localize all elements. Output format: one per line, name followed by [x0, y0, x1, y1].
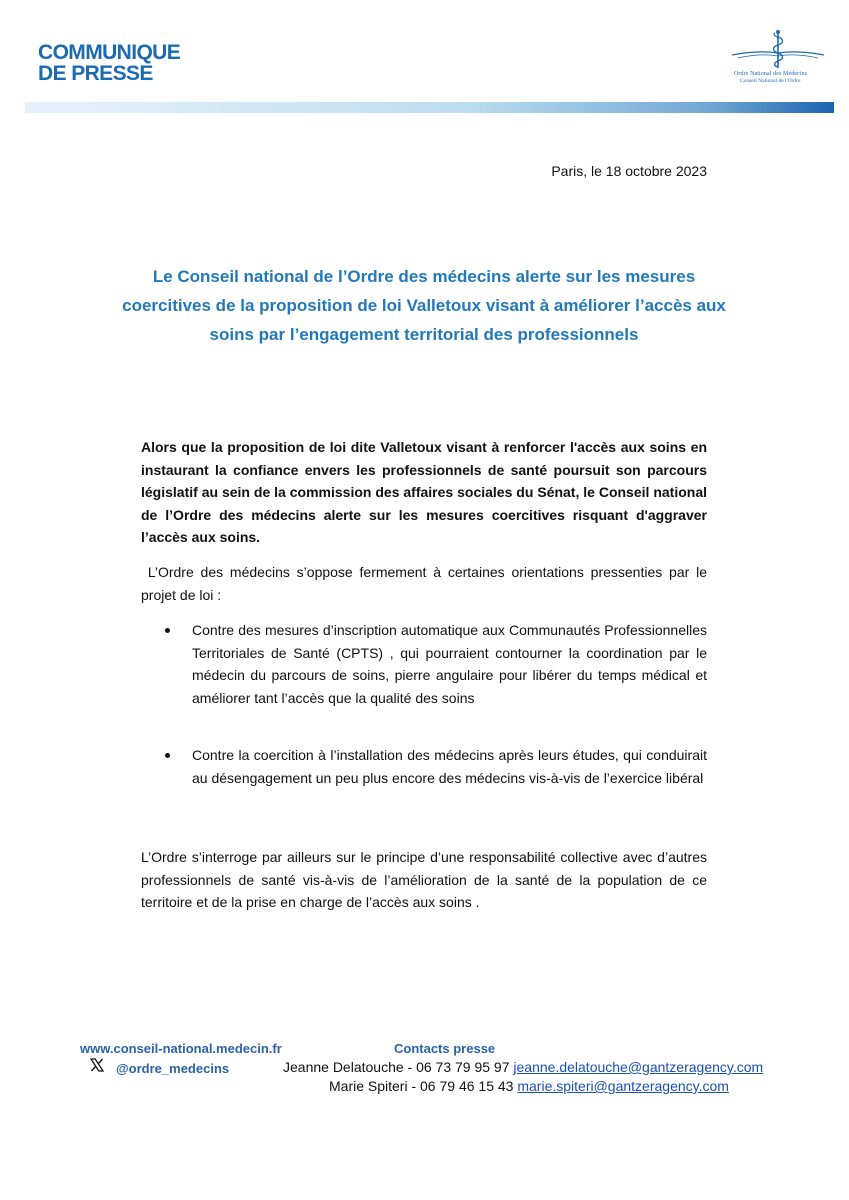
release-title: Le Conseil national de l’Ordre des médecins alerte sur les mesures coercitives de la proposition de loi Valletoux visant à améliorer l’accès aux soins par l’engagement territorial des professionnels	[122, 267, 726, 344]
header-gradient-band	[25, 102, 834, 113]
bullet-item	[141, 744, 707, 789]
bullet-item	[141, 619, 707, 709]
bullet-text: Contre la coercition à l’installation des médecins après leurs études, qui conduirait au désengagement un peu plus encore des médecins vis-à-vis de l’exercice libéral	[192, 747, 707, 786]
release-date: Paris, le 18 octobre 2023	[551, 163, 707, 179]
bullet-text: Contre des mesures d’inscription automatique aux Communautés Professionnelles Territoriales de Santé (CPTS) , qui pourraient contourner la coordination par le médecin du parcours de soins, pierre angulaire pour libérer du temps médical et améliorer tant l’accès que la qualité des soins	[192, 622, 707, 706]
contact-email-link[interactable]: marie.spiteri@gantzeragency.com	[517, 1078, 729, 1094]
press-release-heading	[38, 42, 180, 84]
intro-paragraph: L’Ordre des médecins s’oppose fermement à certaines orientations pressenties par le projet de loi :	[141, 564, 711, 603]
contacts-label: Contacts presse	[394, 1041, 496, 1056]
caduceus-icon	[728, 28, 828, 72]
contact-row	[283, 1059, 763, 1075]
contact-email-link[interactable]: jeanne.delatouche@gantzeragency.com	[513, 1059, 764, 1075]
logo-text-line2: Conseil National de l'Ordre	[740, 78, 801, 84]
lead-paragraph: Alors que la proposition de loi dite Valletoux visant à renforcer l'accès aux soins en instaurant la confiance envers les professionnels de santé poursuit son parcours législatif au sein de la commission des affaires sociales du Sénat, le Conseil national de l’Ordre des médecins alerte sur les mesures coercitives risquant d'aggraver l’accès aux soins.	[141, 439, 707, 545]
bullet-dot-icon	[141, 619, 192, 709]
heading-line-1: COMMUNIQUE	[38, 41, 181, 64]
logo-text-line1: Ordre National des Médecins	[734, 71, 808, 77]
heading-line-2: DE PRESSE	[38, 62, 153, 85]
closing-paragraph: L’Ordre s’interroge par ailleurs sur le principe d’une responsabilité collective avec d’autres professionnels de santé vis-à-vis de l’amélioration de la santé de la population de ce territoire et de la prise en charge de l’accès aux soins .	[141, 849, 707, 910]
x-logo-icon[interactable]	[90, 1058, 104, 1072]
social-handle-link[interactable]: @ordre_medecins	[116, 1061, 230, 1076]
bullet-dot-icon	[141, 744, 192, 789]
ordre-medecins-logo	[728, 28, 828, 88]
contact-row	[329, 1078, 729, 1094]
contact-name-phone: Marie Spiteri - 06 79 46 15 43	[329, 1078, 514, 1094]
contact-name-phone: Jeanne Delatouche - 06 73 79 95 97	[283, 1059, 510, 1075]
website-link[interactable]: www.conseil-national.medecin.fr	[80, 1041, 282, 1056]
